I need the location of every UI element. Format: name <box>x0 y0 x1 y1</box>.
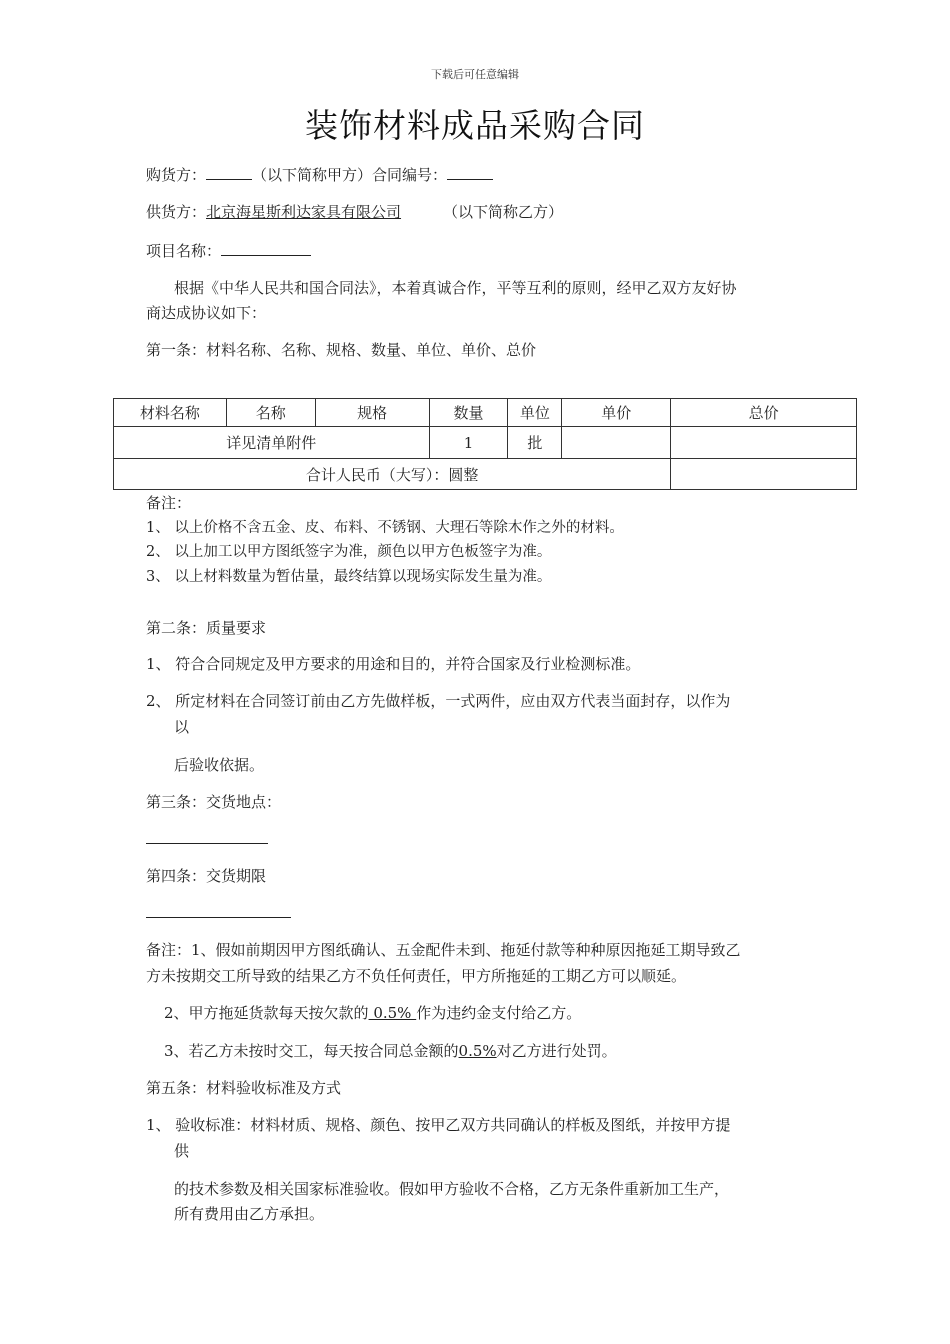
article-2-item-1: 1、 符合合同规定及甲方要求的用途和目的，并符合国家及行业检测标准。 <box>146 655 641 673</box>
article-4-title: 第四条：交货期限 <box>146 867 267 885</box>
table-header-cell: 规格 <box>315 399 429 427</box>
total-cell[interactable] <box>671 427 857 459</box>
article-5-line-4: 所有费用由乙方承担。 <box>174 1205 325 1223</box>
buyer-label: 购货方： <box>146 166 207 184</box>
table-header-cell: 单位 <box>508 399 562 427</box>
table-header-cell: 总价 <box>671 399 857 427</box>
table-header-cell: 单价 <box>562 399 671 427</box>
remarks-line-2: 方未按期交工所导致的结果乙方不负任何责任，甲方所拖延的工期乙方可以顺延。 <box>146 967 687 985</box>
intro-line-2: 商达成协议如下： <box>146 304 267 322</box>
remarks-line-1: 备注：1、假如前期因甲方图纸确认、五金配件未到、拖延付款等种种原因拖延工期导致乙 <box>146 941 741 959</box>
document-title: 装饰材料成品采购合同 <box>305 106 645 145</box>
article-2-item-2: 2、 所定材料在合同签订前由乙方先做样板，一式两件，应由双方代表当面封存，以作为 <box>146 692 731 710</box>
sum-total-cell[interactable] <box>671 459 857 490</box>
article-3-title: 第三条：交货地点： <box>146 793 282 811</box>
item-cell: 详见清单附件 <box>114 427 430 459</box>
article-2-title: 第二条：质量要求 <box>146 619 267 637</box>
note-item: 1、 以上价格不含五金、皮、布料、不锈钢、大理石等除木作之外的材料。 <box>146 520 624 536</box>
buyer-name-blank[interactable] <box>206 164 252 180</box>
article-5-line-2: 供 <box>174 1142 190 1160</box>
table-header-cell: 数量 <box>429 399 508 427</box>
supplier-label: 供货方： <box>146 203 207 221</box>
delivery-location-blank[interactable] <box>146 843 268 844</box>
article-2-item-2-end: 后验收依据。 <box>174 756 265 774</box>
remarks-item-2-text-end: 作为违约金支付给乙方。 <box>416 1004 582 1022</box>
table-header-cell: 材料名称 <box>114 399 227 427</box>
article-1-title: 第一条：材料名称、名称、规格、数量、单位、单价、总价 <box>146 341 537 359</box>
article-5-line-3: 的技术参数及相关国家标准验收。假如甲方验收不合格，乙方无条件重新加工生产， <box>174 1180 730 1198</box>
article-2-item-2-cont: 以 <box>174 718 190 736</box>
table-row <box>114 427 857 459</box>
article-5-title: 第五条：材料验收标准及方式 <box>146 1079 342 1097</box>
remarks-item-2-text: 2、甲方拖延货款每天按欠款的 <box>164 1004 369 1022</box>
price-cell[interactable] <box>562 427 671 459</box>
supplier-suffix: （以下简称乙方） <box>443 203 564 221</box>
remarks-item-2 <box>164 1003 581 1023</box>
remarks-item-3-text-end: 对乙方进行处罚。 <box>496 1042 617 1060</box>
buyer-suffix: （以下简称甲方）合同编号： <box>252 166 448 184</box>
table-header-row <box>114 399 857 427</box>
sum-label-cell: 合计人民币（大写）：圆整 <box>114 459 671 490</box>
penalty-rate: 0.5% <box>368 1004 417 1022</box>
project-line <box>146 240 311 261</box>
delivery-deadline-blank[interactable] <box>146 917 291 918</box>
contract-number-blank[interactable] <box>447 164 493 180</box>
intro-line-1: 根据《中华人民共和国合同法》，本着真诚合作，平等互利的原则，经甲乙双方友好协 <box>174 279 737 297</box>
note-item: 2、 以上加工以甲方图纸签字为准，颜色以甲方色板签字为准。 <box>146 544 552 560</box>
penalty-rate: 0.5% <box>458 1042 497 1060</box>
page-header: 下载后可任意编辑 <box>431 68 519 81</box>
note-item: 3、 以上材料数量为暂估量，最终结算以现场实际发生量为准。 <box>146 569 552 585</box>
project-name-blank[interactable] <box>221 240 311 256</box>
article-5-line-1: 1、 验收标准：材料材质、规格、颜色、按甲乙双方共同确认的样板及图纸，并按甲方提 <box>146 1116 731 1134</box>
remarks-item-3 <box>164 1041 617 1061</box>
supplier-line <box>146 202 563 222</box>
qty-cell: 1 <box>429 427 508 459</box>
supplier-name: 北京海星斯利达家具有限公司 <box>206 203 402 221</box>
buyer-line <box>146 164 493 185</box>
project-label: 项目名称： <box>146 242 222 260</box>
notes-title: 备注： <box>146 494 192 512</box>
remarks-item-3-text: 3、若乙方未按时交工，每天按合同总金额的 <box>164 1042 459 1060</box>
table-header-cell: 名称 <box>226 399 315 427</box>
unit-cell: 批 <box>508 427 562 459</box>
materials-table <box>113 398 857 490</box>
table-total-row <box>114 459 857 490</box>
